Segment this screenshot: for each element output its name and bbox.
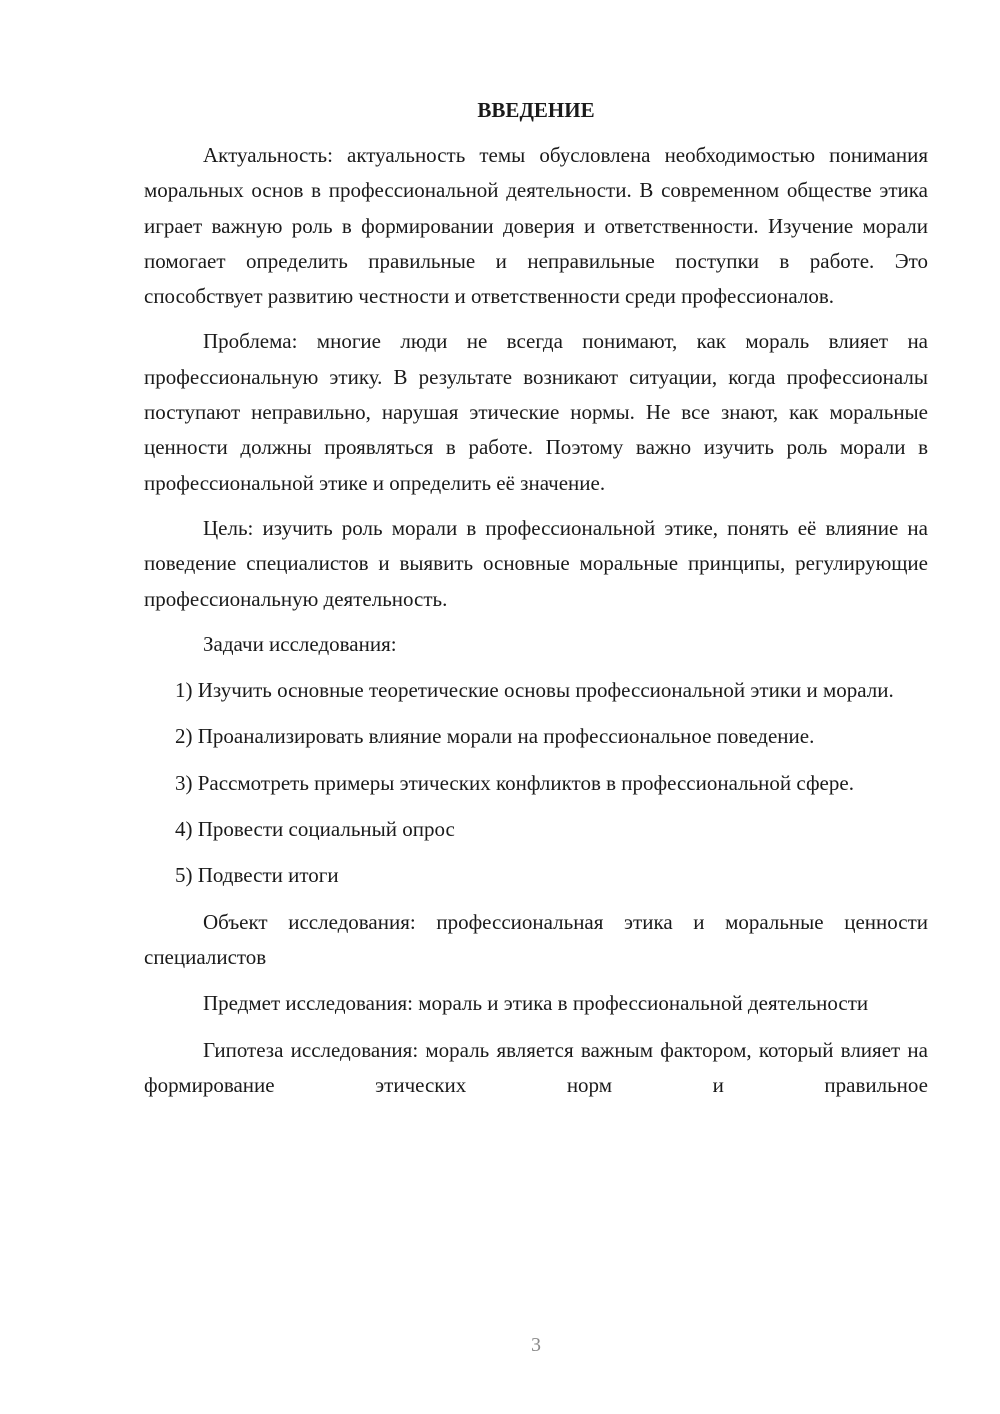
paragraph-hypothesis: Гипотеза исследования: мораль является важным фактором, который влияет на формирование этических норм и правильное (144, 1037, 928, 1097)
task-item-1: 1) Изучить основные теоретические основы профессиональной этики и морали. (175, 678, 894, 703)
task-item-4: 4) Провести социальный опрос (175, 817, 455, 842)
task-item-3: 3) Рассмотреть примеры этических конфликтов в профессиональной сфере. (175, 770, 854, 795)
document-title: ВВЕДЕНИЕ (477, 98, 595, 122)
page-number: 3 (531, 1334, 541, 1356)
task-item-2: 2) Проанализировать влияние морали на профессиональное поведение. (175, 724, 815, 749)
paragraph-tasks-heading: Задачи исследования: (203, 631, 397, 656)
task-item-5: 5) Подвести итоги (175, 863, 339, 888)
paragraph-subject: Предмет исследования: мораль и этика в профессиональной деятельности (203, 991, 869, 1016)
paragraph-goal: Цель: изучить роль морали в профессиональной этике, понять её влияние на поведение специалистов и выявить основные моральные принципы, регулирующие профессиональную деятельность. (144, 515, 928, 611)
paragraph-problem: Проблема: многие люди не всегда понимают, как мораль влияет на профессиональную этику. В результате возникают ситуации, когда профессионалы поступают неправильно, нарушая этические нормы. Не все знают, как моральные ценности должны проявляться в работе. Поэтому важно изучить роль морали в профессиональной этике и определить её значение. (144, 329, 928, 495)
document-page (144, 94, 928, 1103)
paragraph-relevance: Актуальность: актуальность темы обусловлена необходимостью понимания моральных основ в профессиональной деятельности. В современном обществе этика играет важную роль в формировании доверия и ответственности. Изучение морали помогает определить правильные и неправильные поступки в работе. Это способствует развитию честности и ответственности среди профессионалов. (144, 143, 928, 309)
paragraph-object: Объект исследования: профессиональная этика и моральные ценности специалистов (144, 909, 928, 969)
